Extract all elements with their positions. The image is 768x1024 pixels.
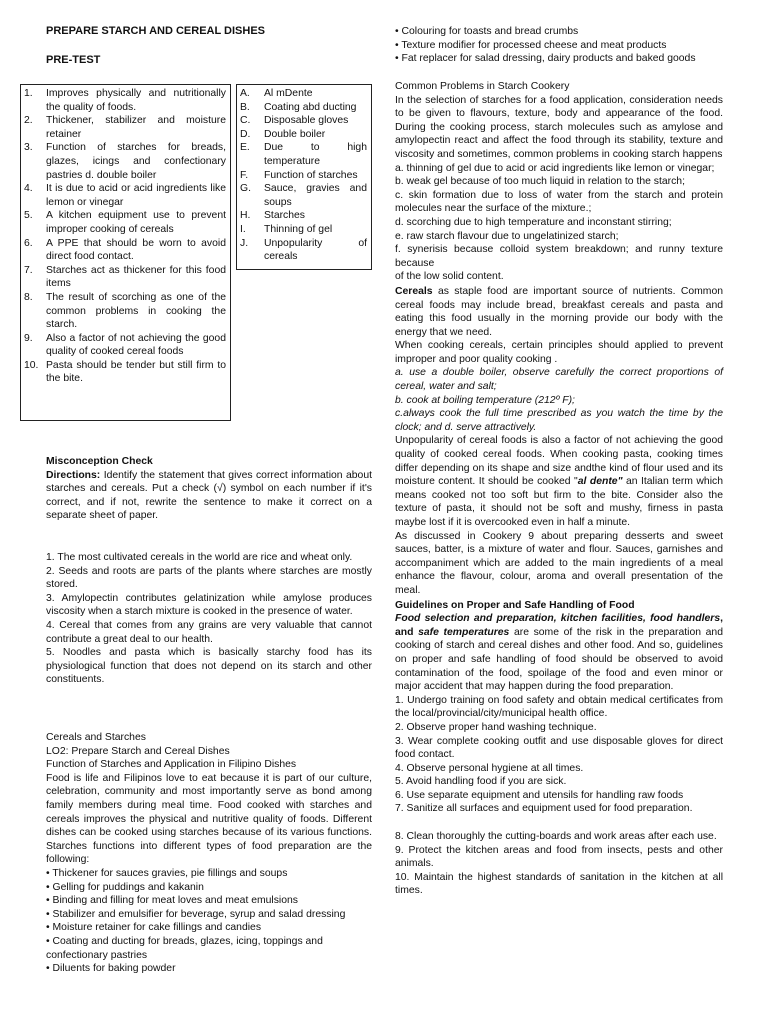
pretest-item xyxy=(24,87,226,114)
guidelines-intro-text: are some of the risk in the preparation and cooking of starch and cereal dishes and other food. And so, guidelines on proper and safe handling of food should be observed to avoid contamination of the food, spoilage of the food and even minor or major accident that may happen during the food preparation. xyxy=(395,626,723,693)
choice-item xyxy=(240,141,367,168)
choice-text: Thinning of gel xyxy=(264,223,333,235)
pretest-item-text: A kitchen equipment use to prevent improper cooking of cereals xyxy=(46,210,226,235)
guideline-step: 5. Avoid handling food if you are sick. xyxy=(395,776,567,788)
starch-function-item: • Thickener for sauces gravies, pie fillings and soups xyxy=(46,867,288,879)
starch-function-item: • Gelling for puddings and kakanin xyxy=(46,881,204,893)
guideline-step: 8. Clean thoroughly the cutting-boards and work areas after each use. xyxy=(395,831,717,843)
misconception-heading: Misconception Check xyxy=(46,456,153,467)
choice-text: Starches xyxy=(264,210,306,222)
pretest-item xyxy=(24,141,226,182)
pretest-item-text: Thickener, stabilizer and moisture retainer xyxy=(46,115,226,140)
cereals-paragraph-2 xyxy=(395,285,723,339)
guidelines-steps-cont xyxy=(395,830,723,898)
pretest-item xyxy=(24,332,226,359)
misconception-statement: 2. Seeds and roots are parts of the plants where starches are mostly stored. xyxy=(46,565,372,591)
choice-item xyxy=(240,128,367,142)
choice-text: Due to high temperature xyxy=(264,142,367,167)
pretest-item-number: 5. xyxy=(24,210,33,222)
cereals-principles: When cooking cereals, certain principles should applied to prevent improper and poor quality cooking . xyxy=(395,340,723,365)
choice-letter: H. xyxy=(240,210,251,222)
risk-terms-2: safe temperatures xyxy=(418,626,510,638)
misconception-statement: 1. The most cultivated cereals in the world are rice and wheat only. xyxy=(46,552,353,563)
problems-heading: Common Problems in Starch Cookery xyxy=(395,81,570,92)
cereals-paragraph: Food is life and Filipinos love to eat because it is part of our culture, celebration, community and most importantly serve as bond among family members during meal time. Food cooked with starches and cereals improves the physical and nutritive quality of foods. Different dishes can be cooked using starches because of its various functions. Starches functions into different types of food preparation are the following: xyxy=(46,772,372,866)
pretest-item xyxy=(24,237,226,264)
pretest-heading: PRE-TEST xyxy=(46,54,101,66)
problems-section xyxy=(395,80,723,898)
choice-letter: A. xyxy=(240,88,250,99)
starch-function-item: • Fat replacer for salad dressing, dairy products and baked goods xyxy=(395,53,696,65)
pretest-item-text: Function of starches for breads, glazes, icings and confectionary pastries d. double boiler xyxy=(46,142,226,181)
directions-label: Directions: xyxy=(46,469,101,481)
function-subheading: Function of Starches and Application in Filipino Dishes xyxy=(46,759,297,771)
pasta-text-2: an Italian term which means cooked not too soft but firm to the bite. Consider also the texture of pasta, it should not be soft and mushy, firness in pasta maybe lost if it is overcooked even in half a minute. xyxy=(395,476,723,528)
cereals-text: as staple food are important source of nutrients. Common cereal foods may include bread, breakfast cereals and pasta and eating this food usually in the morning provide our body with the energy that we need. xyxy=(395,285,723,338)
starch-functions-list xyxy=(46,867,372,976)
misconception-statement: 5. Noodles and pasta which is basically starchy food has its physiological function that does not depend on its starch and other constituents. xyxy=(46,647,372,686)
choice-item xyxy=(240,87,367,101)
choice-item xyxy=(240,182,367,209)
choice-text: Unpopularity of cereals xyxy=(264,237,367,263)
guideline-step: 1. Undergo training on food safety and obtain medical certificates from the local/provincial/city/municipal health office. xyxy=(395,694,723,720)
choice-item xyxy=(240,101,367,115)
problem-item: of the low solid content. xyxy=(395,271,504,283)
risk-terms-1: Food selection and preparation, kitchen facilities, food handlers xyxy=(395,613,721,625)
guideline-step: 6. Use separate equipment and utensils for handling raw foods xyxy=(395,789,684,801)
problem-item: f. synerisis because colloid system breakdown; and runny texture because xyxy=(395,244,723,269)
pretest-item xyxy=(24,291,226,332)
guideline-step: 2. Observe proper hand washing technique. xyxy=(395,721,597,733)
pretest-item xyxy=(24,264,226,291)
pretest-item xyxy=(24,359,226,386)
choice-text: Coating abd ducting xyxy=(264,101,357,113)
choice-item xyxy=(240,209,367,223)
principle-item: b. cook at boiling temperature (212º F); xyxy=(395,394,575,406)
guidelines-intro xyxy=(395,612,723,694)
risk-and: , and xyxy=(395,613,723,638)
cookery9-paragraph: As discussed in Cookery 9 about preparing desserts and sweet sauces, batter, is a mixture of water and flour. Sauces, garnishes and accompaniment which are added to the main ingredients of a meal enhance the flavour, colour, aroma and overall presentation of the meal. xyxy=(395,530,723,596)
cereals-section xyxy=(46,731,372,976)
pretest-item xyxy=(24,209,226,236)
pretest-item-number: 8. xyxy=(24,291,33,303)
al-dente-term: al dente" xyxy=(577,476,623,488)
guidelines-heading: Guidelines on Proper and Safe Handling of Food xyxy=(395,599,635,611)
misconception-section xyxy=(46,455,372,523)
principle-item: a. use a double boiler, observe carefully the correct proportions of cereal, water and salt; xyxy=(395,367,723,393)
principle-item: c.always cook the full time prescribed as you watch the time by the clock; and d. serve attractively. xyxy=(395,408,723,433)
choice-letter: B. xyxy=(240,101,250,113)
guideline-step: 7. Sanitize all surfaces and equipment used for food preparation. xyxy=(395,803,693,815)
guidelines-steps xyxy=(395,694,723,816)
choice-letter: G. xyxy=(240,183,251,195)
pretest-item-number: 10. xyxy=(24,359,39,371)
pretest-choices-box xyxy=(236,84,372,270)
pretest-item-number: 7. xyxy=(24,264,33,276)
misconception-statement: 3. Amylopectin contributes gelatinization while amylose produces viscosity when a starch mixture is cooked in the presence of water. xyxy=(46,592,372,618)
choice-letter: C. xyxy=(240,115,251,127)
misconception-statement: 4. Cereal that comes from any grains are very valuable that cannot contribute a great deal to our health. xyxy=(46,619,372,645)
pretest-item-text: The result of scorching as one of the common problems in cooking the starch. xyxy=(46,291,226,331)
problem-item: a. thinning of gel due to acid or acid ingredients like lemon or vinegar; xyxy=(395,162,715,174)
directions-text: Identify the statement that gives correct information about starches and cereals. Put a check (√) symbol on each number if it's correct, and if not, rewrite the sentence to make it correct on a separate sheet of paper. xyxy=(46,469,372,522)
choice-letter: J. xyxy=(240,237,249,249)
pretest-item-number: 2. xyxy=(24,115,33,127)
choice-text: Sauce, gravies and soups xyxy=(264,183,367,208)
choice-text: Function of starches xyxy=(264,169,358,181)
guideline-step: 3. Wear complete cooking outfit and use disposable gloves for direct food contact. xyxy=(395,735,723,761)
pretest-item-text: Improves physically and nutritionally the quality of foods. xyxy=(46,88,226,113)
pretest-item-text: Pasta should be tender but still firm to the bite. xyxy=(46,359,226,385)
choice-letter: I. xyxy=(240,223,246,235)
choice-text: Double boiler xyxy=(264,128,326,140)
pretest-item-number: 6. xyxy=(24,237,33,249)
problems-paragraph: In the selection of starches for a food application, consideration needs to be given to flavours, texture, body and appearance of the food. During the cooking process, starch molecules such as amylose and amylopectin react and affect the food through its stability, texture and viscosity and sometimes, common problems in cooking starch happens xyxy=(395,94,723,160)
starch-function-item: • Texture modifier for processed cheese and meat products xyxy=(395,39,667,51)
problem-item: e. raw starch flavour due to ungelatinized starch; xyxy=(395,230,619,242)
starch-function-item: • Colouring for toasts and bread crumbs xyxy=(395,26,579,37)
pretest-item-number: 4. xyxy=(24,183,33,195)
pasta-paragraph xyxy=(395,434,723,529)
pretest-item-text: Starches act as thickener for this food items xyxy=(46,264,226,290)
pretest-item-text: It is due to acid or acid ingredients like lemon or vinegar xyxy=(46,183,226,208)
choice-text: Al mDente xyxy=(264,88,313,99)
choice-letter: F. xyxy=(240,169,249,181)
problem-item: b. weak gel because of too much liquid in relation to the starch; xyxy=(395,176,685,188)
starch-function-item: • Coating and ducting for breads, glazes, icing, toppings and confectionary pastries xyxy=(46,935,323,961)
pretest-item xyxy=(24,182,226,209)
lo-heading: LO2: Prepare Starch and Cereal Dishes xyxy=(46,745,230,757)
pasta-text-1: Unpopularity of cereal foods is also a factor of not achieving the good quality of cooked cereal foods. When cooking pasta, cooking times differ depending on its shape and size andthe kind of flour used and its moisture content. It should be cooked " xyxy=(395,435,723,488)
choice-letter: D. xyxy=(240,128,251,140)
choice-letter: E. xyxy=(240,142,250,154)
pretest-item xyxy=(24,114,226,141)
choice-item xyxy=(240,237,367,264)
choice-item xyxy=(240,169,367,183)
choice-text: Disposable gloves xyxy=(264,115,349,127)
starch-function-item: • Moisture retainer for cake fillings and candies xyxy=(46,922,262,934)
cereal-principles-list xyxy=(395,366,723,434)
misconception-statements xyxy=(46,551,372,687)
cereals-heading: Cereals and Starches xyxy=(46,732,146,743)
starch-function-item: • Stabilizer and emulsifier for beverage, syrup and salad dressing xyxy=(46,908,346,920)
choice-item xyxy=(240,223,367,237)
starch-functions-list-cont xyxy=(395,25,723,66)
cereals-bold: Cereals xyxy=(395,285,433,297)
starch-function-item: • Binding and filling for meat loves and meat emulsions xyxy=(46,895,298,907)
choice-item xyxy=(240,114,367,128)
pretest-item-number: 3. xyxy=(24,142,33,154)
guideline-step: 4. Observe personal hygiene at all times. xyxy=(395,762,584,774)
guideline-step: 9. Protect the kitchen areas and food from insects, pests and other animals. xyxy=(395,844,723,870)
starch-function-item: • Diluents for baking powder xyxy=(46,963,176,975)
pretest-item-number: 1. xyxy=(24,88,33,99)
pretest-items-box xyxy=(20,84,231,421)
problems-list xyxy=(395,162,723,284)
pretest-item-number: 9. xyxy=(24,332,33,344)
problem-item: c. skin formation due to loss of water from the starch and protein molecules near the surface of the mixture.; xyxy=(395,189,723,215)
page-title: PREPARE STARCH AND CEREAL DISHES xyxy=(46,25,266,37)
pretest-item-text: Also a factor of not achieving the good quality of cooked cereal foods xyxy=(46,332,226,358)
guideline-step: 10. Maintain the highest standards of sanitation in the kitchen at all times. xyxy=(395,871,723,897)
pretest-item-text: A PPE that should be worn to avoid direct food contact. xyxy=(46,237,226,263)
problem-item: d. scorching due to high temperature and inconstant stirring; xyxy=(395,216,672,228)
